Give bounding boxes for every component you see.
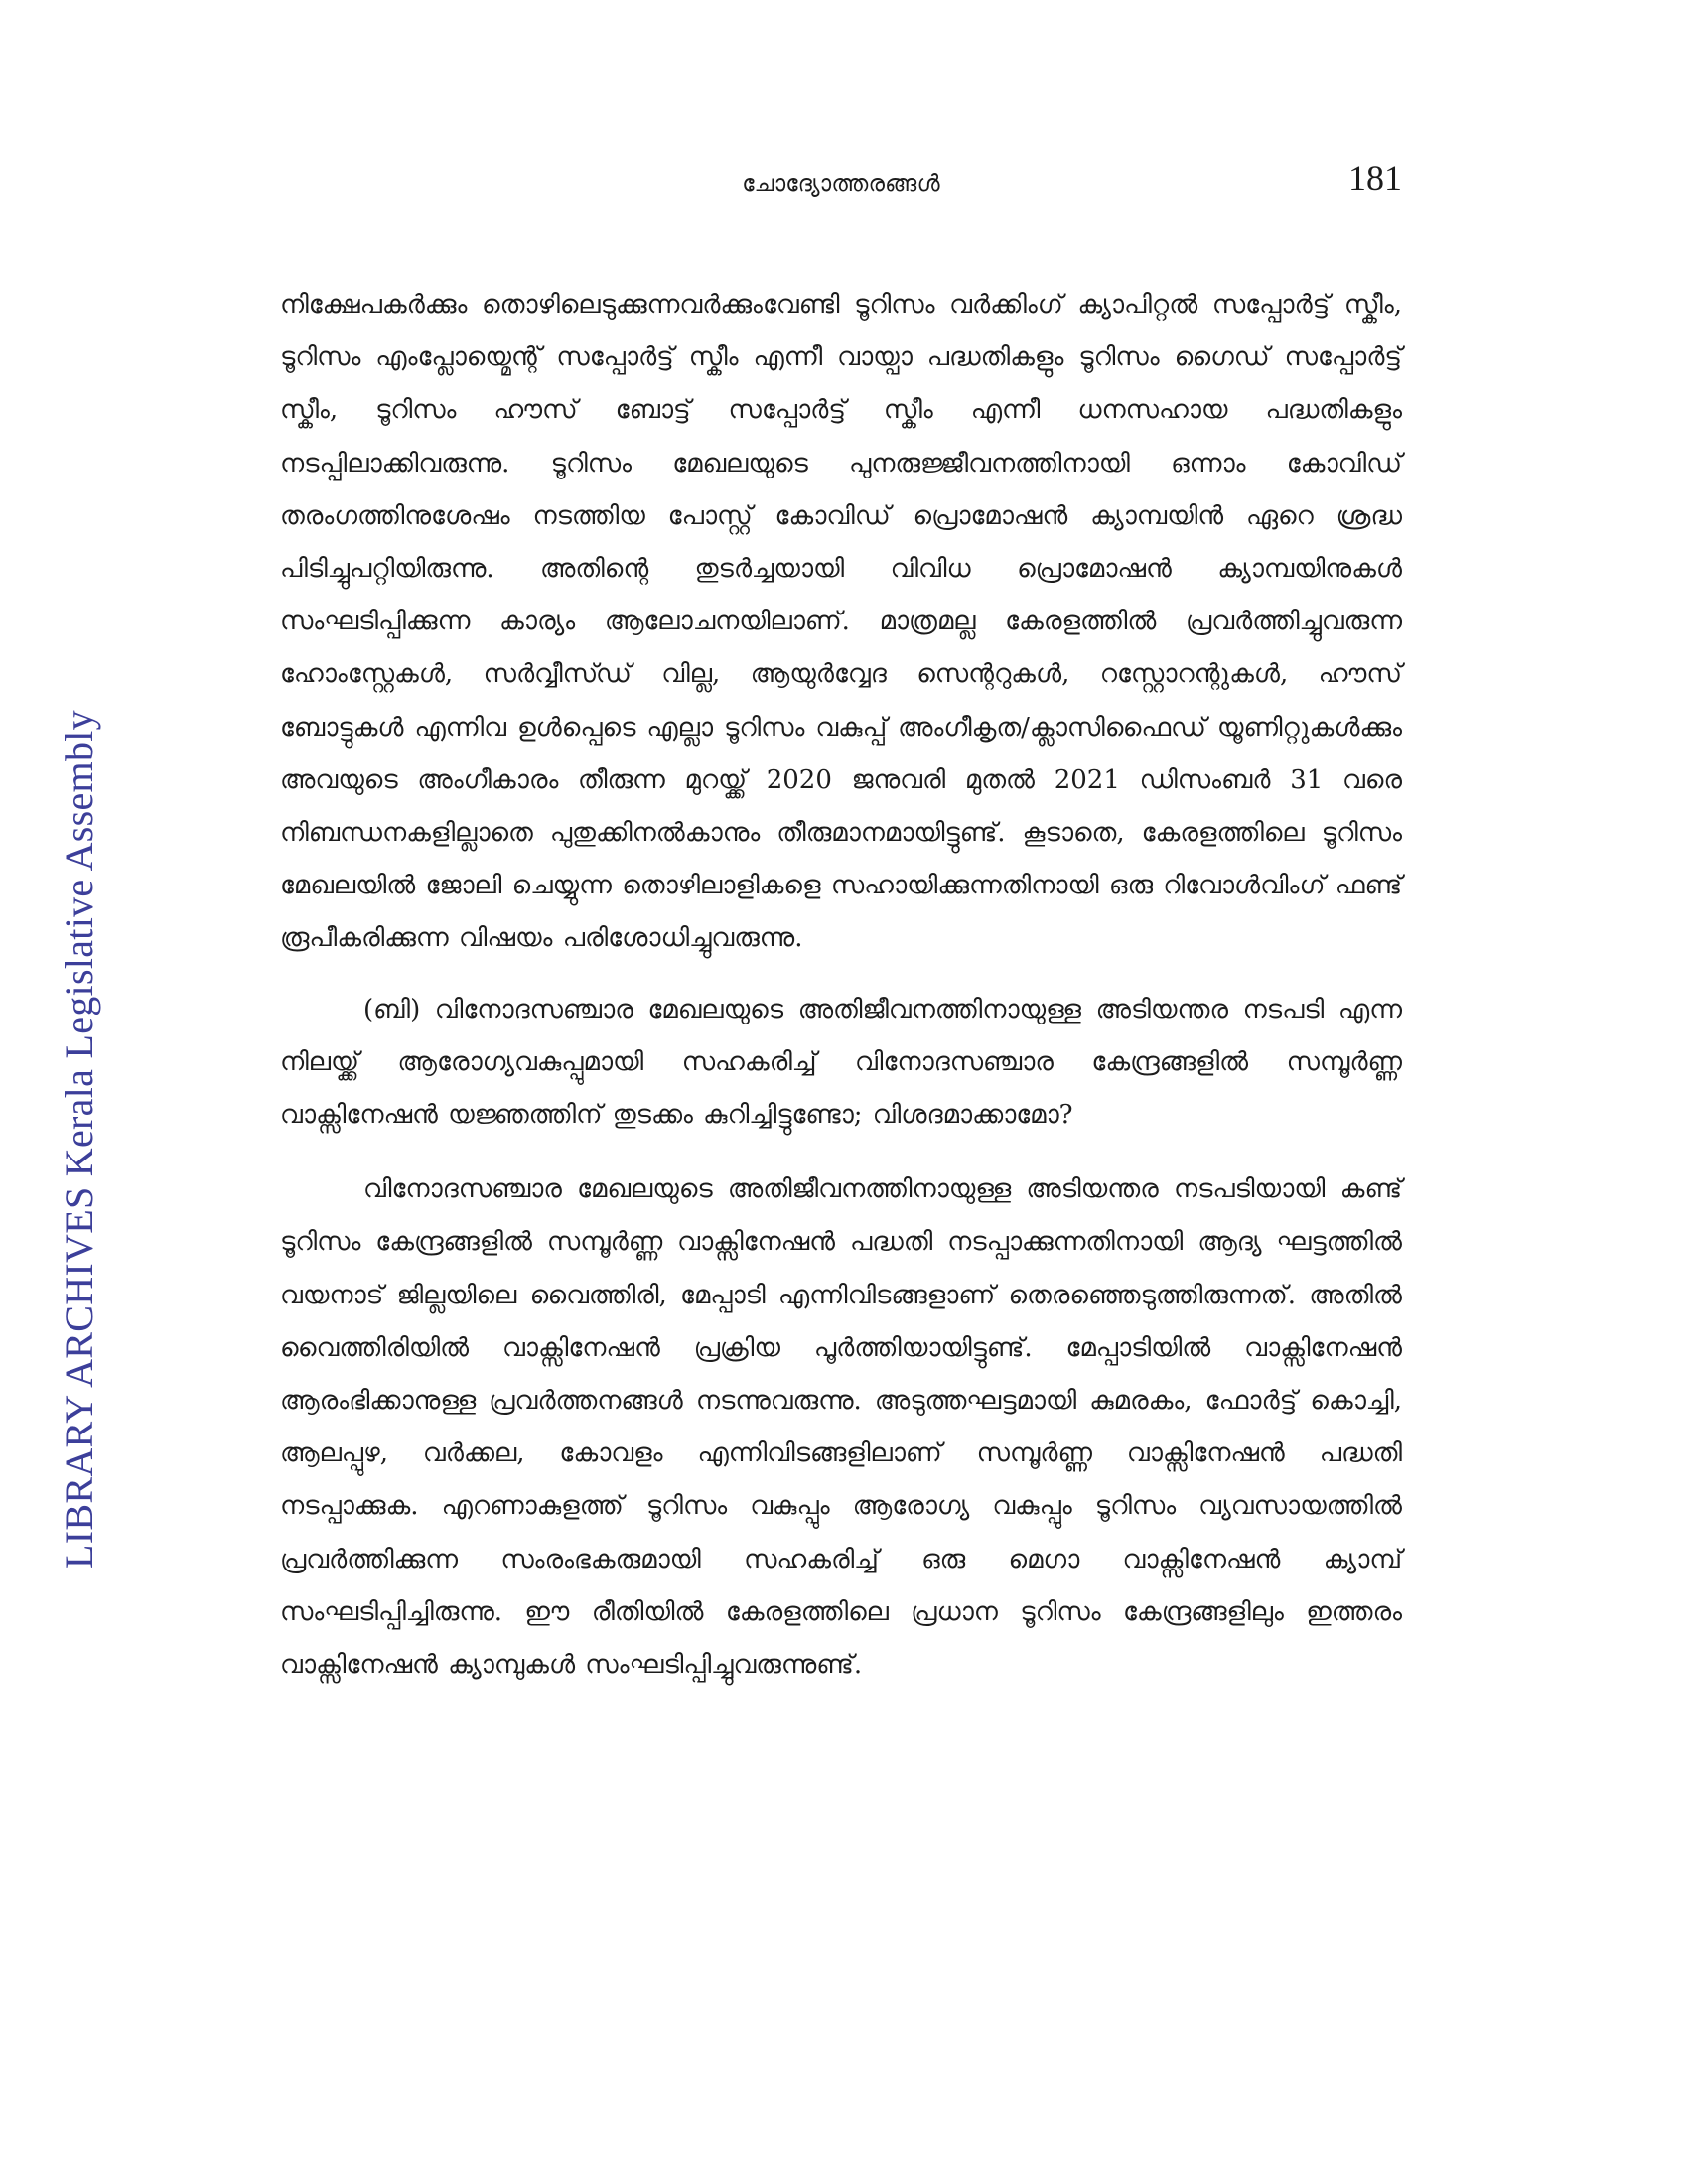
paragraph-answer-continued: നിക്ഷേപകർക്കും തൊഴിലെടുക്കുന്നവർക്കുംവേണ്ടി ടൂറിസം വർക്കിംഗ് ക്യാപിറ്റൽ സപ്പോർട്ട് സ്കീം, ടൂറിസം എംപ്ലോയ്മെന്റ് സപ്പോർട്ട് സ്കീം എന്നീ വായ്പാ പദ്ധതികളും ടൂറിസം ഗൈഡ് സപ്പോർട്ട് സ്കീം, ടൂറിസം ഹൗസ് ബോട്ട് സപ്പോർട്ട് സ്കീം എന്നീ ധനസഹായ പദ്ധതികളും നടപ്പിലാക്കിവരുന്നു. ടൂറിസം മേഖലയുടെ പുനരുജ്ജീവനത്തിനായി ഒന്നാം കോവിഡ് തരംഗത്തിനുശേഷം നടത്തിയ പോസ്റ്റ് കോവിഡ് പ്രൊമോഷൻ ക്യാമ്പയിൻ ഏറെ ശ്രദ്ധ പിടിച്ചുപറ്റിയിരുന്നു. അതിന്റെ തുടർച്ചയായി വിവിധ പ്രൊമോഷൻ ക്യാമ്പയിനുകൾ സംഘടിപ്പിക്കുന്ന കാര്യം ആലോചനയിലാണ്. മാത്രമല്ല കേരളത്തിൽ പ്രവർത്തിച്ചുവരുന്ന ഹോംസ്റ്റേകൾ, സർവ്വീസ്ഡ് വില്ല, ആയുർവ്വേദ സെന്ററുകൾ, റസ്റ്റോറന്റുകൾ, ഹൗസ് ബോട്ടുകൾ എന്നിവ ഉൾപ്പെടെ എല്ലാ ടൂറിസം വകുപ്പ് അംഗീകൃത/ക്ലാസിഫൈഡ് യൂണിറ്റുകൾക്കും അവയുടെ അംഗീകാരം തീരുന്ന മുറയ്ക്ക് 2020 ജനുവരി മുതൽ 2021 ഡിസംബർ 31 വരെ നിബന്ധനകളില്ലാതെ പുതുക്കിനൽകാനും തീരുമാനമായിട്ടുണ്ട്. കൂടാതെ, കേരളത്തിലെ ടൂറിസം മേഖലയിൽ ജോലി ചെയ്യുന്ന തൊഴിലാളികളെ സഹായിക്കുന്നതിനായി ഒരു റിവോൾവിംഗ് ഫണ്ട് രൂപീകരിക്കുന്ന വിഷയം പരിശോധിച്ചുവരുന്നു. [280,290,1402,954]
page-number: 181 [1348,158,1402,198]
document-body [280,279,1402,1692]
running-title: ചോദ്യോത്തരങ്ങൾ [742,171,940,197]
page-header [280,157,1402,216]
paragraph-answer-b: വിനോദസഞ്ചാര മേഖലയുടെ അതിജീവനത്തിനായുള്ള അടിയന്തര നടപടിയായി കണ്ട് ടൂറിസം കേന്ദ്രങ്ങളിൽ സമ്പൂർണ്ണ വാക്സിനേഷൻ പദ്ധതി നടപ്പാക്കുന്നതിനായി ആദ്യ ഘട്ടത്തിൽ വയനാട് ജില്ലയിലെ വൈത്തിരി, മേപ്പാടി എന്നിവിടങ്ങളാണ് തെരഞ്ഞെടുത്തിരുന്നത്. അതിൽ വൈത്തിരിയിൽ വാക്സിനേഷൻ പ്രക്രിയ പൂർത്തിയായിട്ടുണ്ട്. മേപ്പാടിയിൽ വാക്സിനേഷൻ ആരംഭിക്കാനുള്ള പ്രവർത്തനങ്ങൾ നടന്നുവരുന്നു. അടുത്തഘട്ടമായി കുമരകം, ഫോർട്ട് കൊച്ചി, ആലപ്പുഴ, വർക്കല, കോവളം എന്നിവിടങ്ങളിലാണ് സമ്പൂർണ്ണ വാക്സിനേഷൻ പദ്ധതി നടപ്പാക്കുക. എറണാകുളത്ത് ടൂറിസം വകുപ്പും ആരോഗ്യ വകുപ്പും ടൂറിസം വ്യവസായത്തിൽ പ്രവർത്തിക്കുന്ന സംരംഭകരുമായി സഹകരിച്ച് ഒരു മെഗാ വാക്സിനേഷൻ ക്യാമ്പ് സംഘടിപ്പിച്ചിരുന്നു. ഈ രീതിയിൽ കേരളത്തിലെ പ്രധാന ടൂറിസം കേന്ദ്രങ്ങളിലും ഇത്തരം വാക്സിനേഷൻ ക്യാമ്പുകൾ സംഘടിപ്പിച്ചുവരുന്നുണ്ട്. [280,1174,1402,1681]
paragraph-question-b: (ബി) വിനോദസഞ്ചാര മേഖലയുടെ അതിജീവനത്തിനായുള്ള അടിയന്തര നടപടി എന്ന നിലയ്ക്ക് ആരോഗ്യവകുപ്പുമായി സഹകരിച്ച് വിനോദസഞ്ചാര കേന്ദ്രങ്ങളിൽ സമ്പൂർണ്ണ വാക്സിനേഷൻ യജ്ഞത്തിന് തുടക്കം കുറിച്ചിട്ടുണ്ടോ; വിശദമാക്കാമോ? [280,994,1402,1131]
archive-watermark: LIBRARY ARCHIVES Kerala Legislative Assembly [57,710,101,1569]
